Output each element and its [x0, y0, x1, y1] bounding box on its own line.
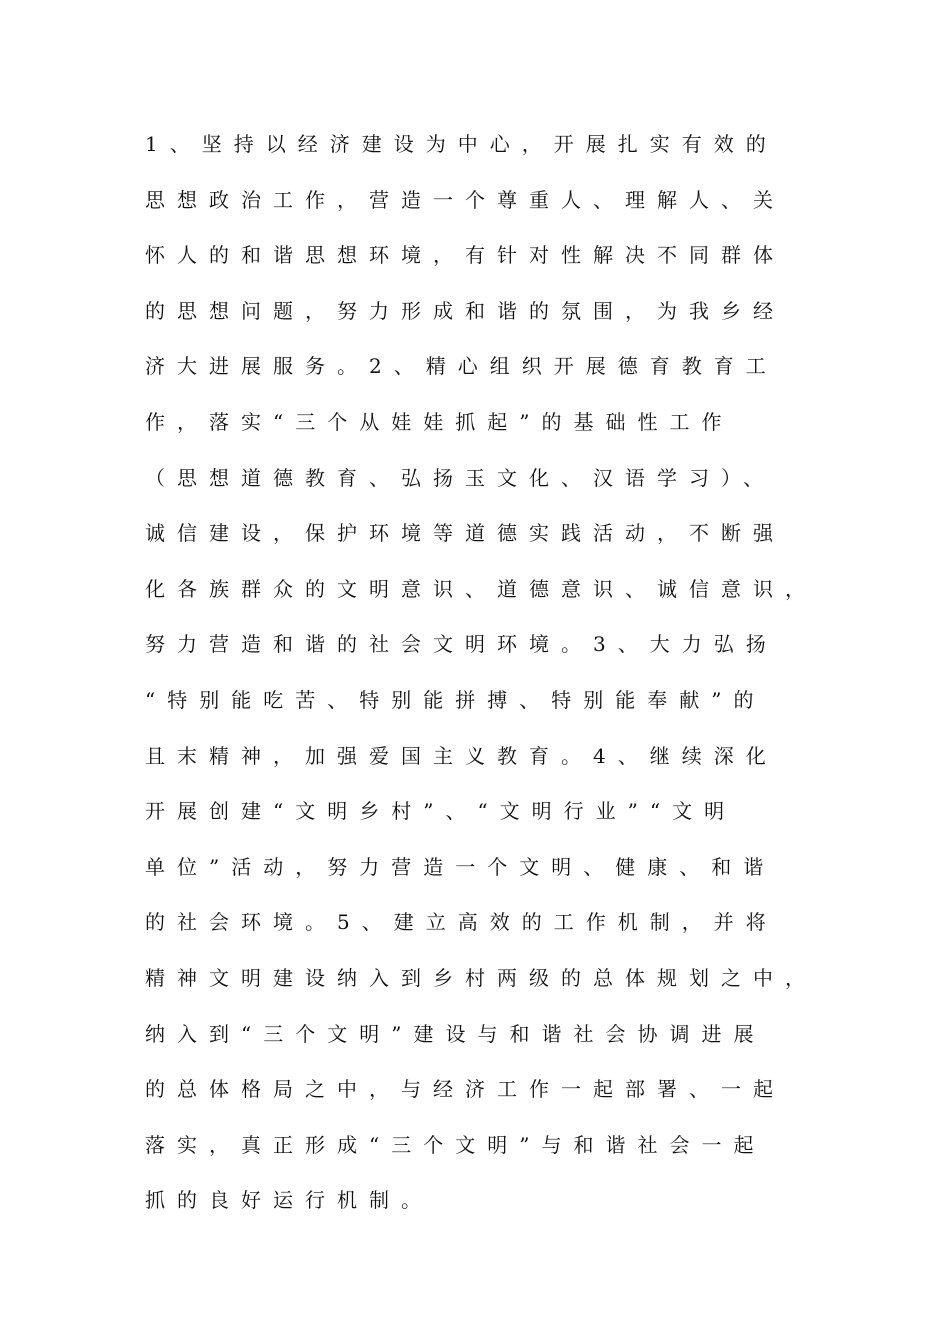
- text-line: 怀人的和谐思想环境，有针对性解决不同群体: [145, 243, 785, 268]
- text-line: 思想政治工作，营造一个尊重人、理解人、关: [145, 187, 785, 212]
- text-line: 精神文明建设纳入到乡村两级的总体规划之中，: [145, 965, 817, 990]
- text-line: 作，落实“三个从娃娃抓起”的基础性工作: [145, 409, 734, 434]
- text-line: 济大进展服务。2、精心组织开展德育教育工: [145, 354, 778, 379]
- text-line: 的社会环境。5、建立高效的工作机制，并将: [145, 910, 778, 935]
- text-line: 的总体格局之中，与经济工作一起部署、一起: [145, 1077, 785, 1102]
- text-line: （思想道德教育、弘扬玉文化、汉语学习）、: [145, 465, 775, 490]
- text-line: 纳入到“三个文明”建设与和谐社会协调进展: [145, 1021, 766, 1046]
- text-line: 开展创建“文明乡村”、“文明行业”“文明: [145, 799, 737, 824]
- text-line: 抓的良好运行机制。: [145, 1188, 433, 1213]
- text-line: 1、坚持以经济建设为中心，开展扎实有效的: [145, 132, 778, 156]
- text-line: 的思想问题，努力形成和谐的氛围，为我乡经: [145, 298, 785, 323]
- text-line: 落实，真正形成“三个文明”与和谐社会一起: [145, 1132, 766, 1157]
- body-text: [145, 130, 845, 1242]
- text-line: 单位”活动，努力营造一个文明、健康、和谐: [145, 854, 776, 879]
- text-line: 化各族群众的文明意识、道德意识、诚信意识，: [145, 576, 817, 601]
- text-line: 努力营造和谐的社会文明环境。3、大力弘扬: [145, 632, 778, 657]
- text-line: 且末精神，加强爱国主义教育。4、继续深化: [145, 743, 778, 768]
- text-line: “特别能吃苦、特别能拼搏、特别能奉献”的: [145, 687, 766, 712]
- text-line: 诚信建设，保护环境等道德实践活动，不断强: [145, 521, 785, 546]
